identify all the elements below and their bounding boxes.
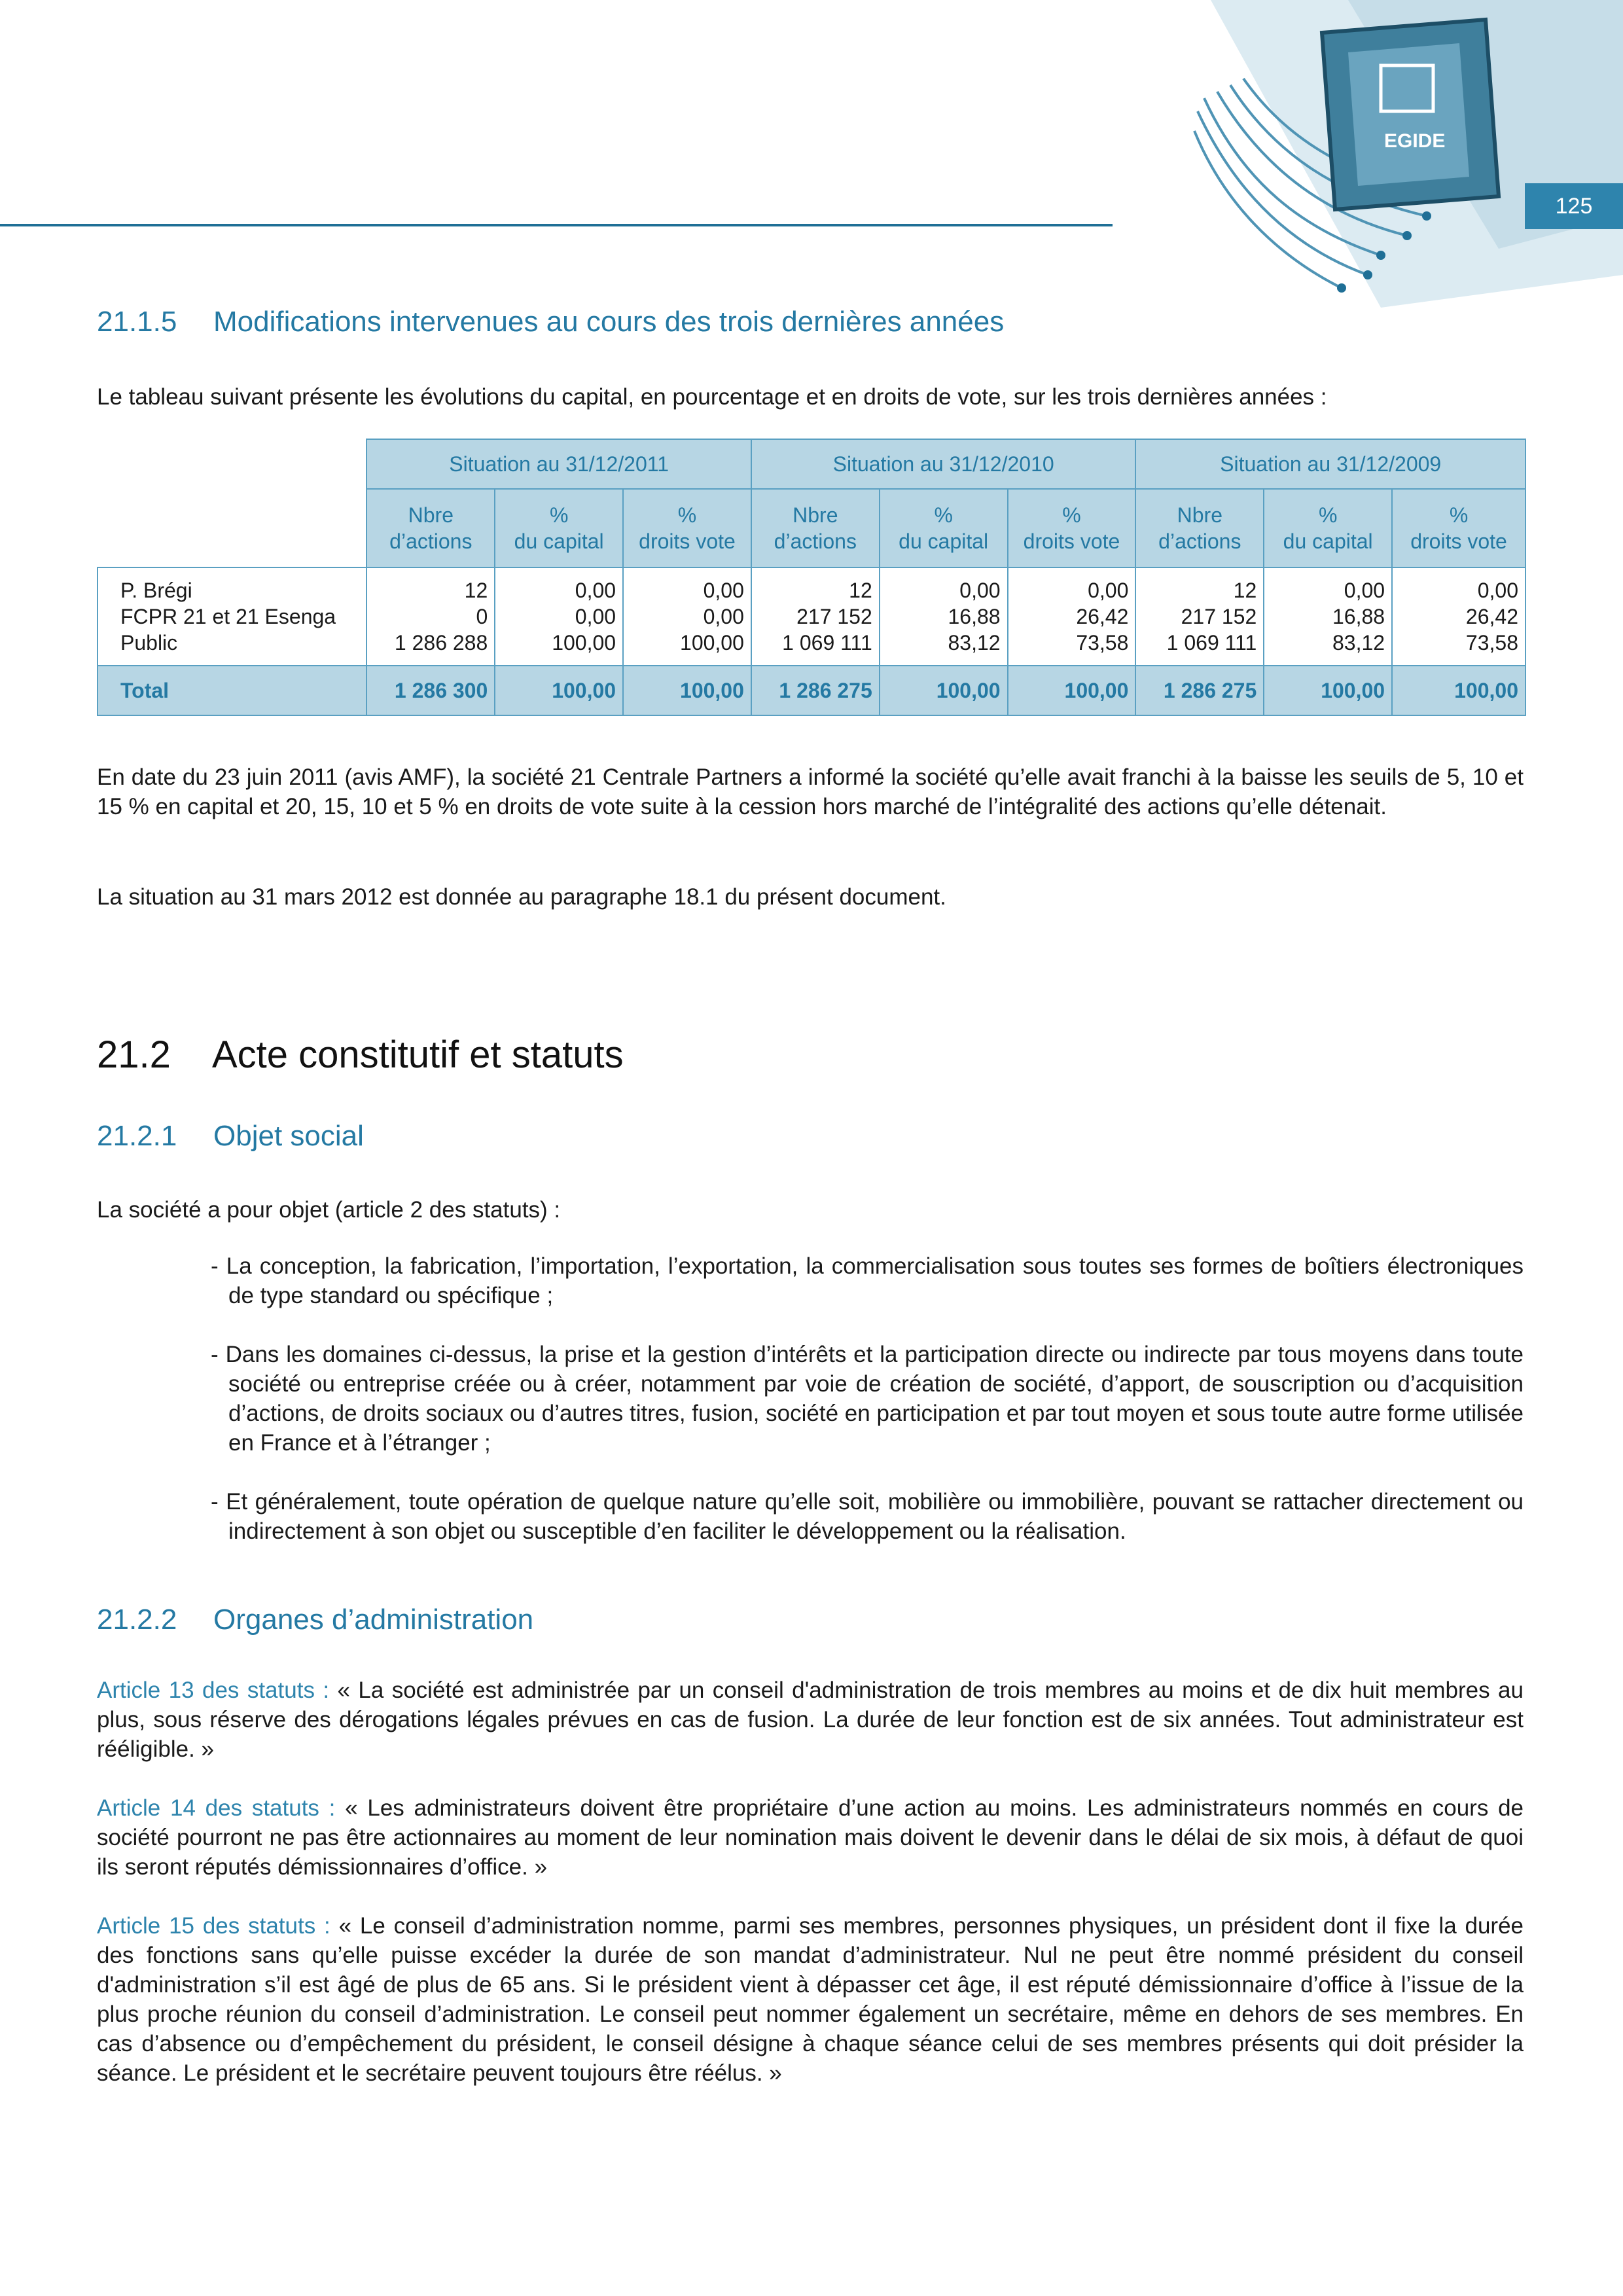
heading-21-2: [97, 1033, 624, 1077]
section-title: Acte constitutif et statuts: [212, 1033, 624, 1076]
cell: 0,00: [880, 567, 1008, 603]
table-intro: Le tableau suivant présente les évolutions du capital, en pourcentage et en droits de vote, sur les trois dernières années :: [97, 384, 1327, 410]
objet-list: [211, 1251, 1524, 1546]
cell: 12: [366, 567, 495, 603]
paragraph-situation: La situation au 31 mars 2012 est donnée au paragraphe 18.1 du présent document.: [97, 884, 946, 910]
table-row: [98, 603, 1525, 630]
cell: 217 152: [1135, 603, 1264, 630]
cell: 217 152: [751, 603, 880, 630]
section-number: 21.2: [97, 1033, 171, 1076]
col-nbre: Nbre d’actions: [366, 489, 495, 567]
article-label: Article 14 des statuts :: [97, 1795, 336, 1821]
section-number: 21.1.5: [97, 306, 177, 338]
paragraph-amf: En date du 23 juin 2011 (avis AMF), la société 21 Centrale Partners a informé la société qu’elle avait franchi à la baisse les seuils de 5, 10 et 15 % en capital et 20, 15, 10 et 5 % en droits de vote suite à la cession hors marché de l’intégralité des actions qu’elle détenait.: [97, 764, 1524, 819]
total-cell: 100,00: [1008, 666, 1136, 715]
article-label: Article 15 des statuts :: [97, 1913, 330, 1939]
article-text: « La société est administrée par un conseil d'administration de trois membres au moins et de dix huit membres au plus, sous réserve des dérogations légales prévues en cas de fusion. La durée de leur fonction est de six années. Tout administrateur est rééligible. »: [97, 1677, 1524, 1762]
heading-21-2-1: [97, 1120, 364, 1200]
article-14: [97, 1793, 1524, 1882]
total-cell: 1 286 275: [1135, 666, 1264, 715]
group-header-row: [98, 439, 1525, 489]
article-13: [97, 1676, 1524, 1764]
total-cell: 100,00: [623, 666, 751, 715]
total-cell: 100,00: [880, 666, 1008, 715]
group-2011: Situation au 31/12/2011: [366, 439, 751, 489]
table-row: [98, 567, 1525, 603]
list-item: - Dans les domaines ci-dessus, la prise et la gestion d’intérêts et la participation directe ou indirecte par tous moyens dans toute société ou entreprise créée ou à créer, notamment par voie de création de société, d’apport, de souscription ou d’acquisition d’actions, de droits sociaux ou d’autres titres, fusion, société en participation et par tout moyen et sous toute autre forme utilisée en France et à l’étranger ;: [211, 1342, 1524, 1456]
group-2009: Situation au 31/12/2009: [1135, 439, 1525, 489]
section-title: Organes d’administration: [213, 1604, 534, 1636]
cell: 1 286 288: [366, 630, 495, 666]
section-number: 21.2.2: [97, 1604, 177, 1636]
page-number: 125: [1525, 183, 1623, 229]
article-label: Article 13 des statuts :: [97, 1677, 330, 1703]
total-label: Total: [98, 666, 366, 715]
cell: 0: [366, 603, 495, 630]
cell: 1 069 111: [1135, 630, 1264, 666]
article-15: [97, 1911, 1524, 2088]
cell: 0,00: [623, 603, 751, 630]
total-cell: 1 286 300: [366, 666, 495, 715]
total-cell: 100,00: [1392, 666, 1525, 715]
cell: 100,00: [623, 630, 751, 666]
total-row: [98, 666, 1525, 715]
row-label: FCPR 21 et 21 Esenga: [98, 603, 366, 630]
total-cell: 1 286 275: [751, 666, 880, 715]
article-text: « Le conseil d’administration nomme, parmi ses membres, personnes physiques, un président dont il fixe la durée des fonctions sans qu’elle puisse excéder la durée de son mandat d’administrateur. Nul ne peut être nommé président du conseil d'administration s’il est âgé de plus de 65 ans. Si le président vient à dépasser cet âge, il est réputé démissionnaire d’office à l’issue de la plus proche réunion du conseil d’administration. Le conseil peut nommer également un secrétaire, même en dehors de ses membres. En cas d’absence ou d’empêchement du président, le conseil désigne à chaque séance celui de ses membres présents qui doit présider la séance. Le président et le secrétaire peuvent toujours être réélus. »: [97, 1913, 1524, 2086]
cell: 0,00: [1392, 567, 1525, 603]
heading-21-2-2: [97, 1604, 534, 1684]
col-droits-vote: % droits vote: [623, 489, 751, 567]
cell: 0,00: [623, 567, 751, 603]
egide-logo: [1132, 0, 1623, 327]
cell: 0,00: [1008, 567, 1136, 603]
row-label: Public: [98, 630, 366, 666]
cell: 100,00: [495, 630, 623, 666]
cell: 83,12: [880, 630, 1008, 666]
section-number: 21.2.1: [97, 1120, 177, 1152]
group-2010: Situation au 31/12/2010: [751, 439, 1136, 489]
col-nbre: Nbre d’actions: [1135, 489, 1264, 567]
sub-header-row: [98, 489, 1525, 567]
section-title: Modifications intervenues au cours des trois dernières années: [213, 306, 1005, 338]
col-droits-vote: % droits vote: [1008, 489, 1136, 567]
capital-table: [97, 439, 1526, 716]
col-droits-vote: % droits vote: [1392, 489, 1525, 567]
col-nbre: Nbre d’actions: [751, 489, 880, 567]
cell: 83,12: [1264, 630, 1392, 666]
list-item: - Et généralement, toute opération de quelque nature qu’elle soit, mobilière ou immobilière, pouvant se rattacher directement ou indirectement à son objet ou susceptible d’en faciliter le développement ou la réalisation.: [211, 1489, 1524, 1544]
col-capital: % du capital: [880, 489, 1008, 567]
cell: 0,00: [495, 567, 623, 603]
cell: 16,88: [880, 603, 1008, 630]
cell: 12: [751, 567, 880, 603]
logo-text: EGIDE: [1384, 130, 1446, 152]
cell: 26,42: [1392, 603, 1525, 630]
section-title: Objet social: [213, 1120, 364, 1152]
total-cell: 100,00: [495, 666, 623, 715]
col-capital: % du capital: [1264, 489, 1392, 567]
col-capital: % du capital: [495, 489, 623, 567]
heading-21-1-5: [97, 306, 1005, 386]
cell: 16,88: [1264, 603, 1392, 630]
cell: 73,58: [1008, 630, 1136, 666]
cell: 0,00: [495, 603, 623, 630]
cell: 73,58: [1392, 630, 1525, 666]
cell: 1 069 111: [751, 630, 880, 666]
header-rule: [0, 224, 1113, 226]
cell: 12: [1135, 567, 1264, 603]
cell: 0,00: [1264, 567, 1392, 603]
article-text: « Les administrateurs doivent être propriétaire d’une action au moins. Les administrateurs nommés en cours de société pourront ne pas être actionnaires au moment de leur nomination mais doivent le devenir dans le délai de six mois, à défaut de quoi ils seront réputés démissionnaires d’office. »: [97, 1795, 1524, 1880]
row-label: P. Brégi: [98, 567, 366, 603]
objet-intro: La société a pour objet (article 2 des statuts) :: [97, 1197, 561, 1223]
table-row: [98, 630, 1525, 666]
list-item: - La conception, la fabrication, l’importation, l’exportation, la commercialisation sous toutes ses formes de boîtiers électroniques de type standard ou spécifique ;: [211, 1253, 1524, 1308]
total-cell: 100,00: [1264, 666, 1392, 715]
cell: 26,42: [1008, 603, 1136, 630]
